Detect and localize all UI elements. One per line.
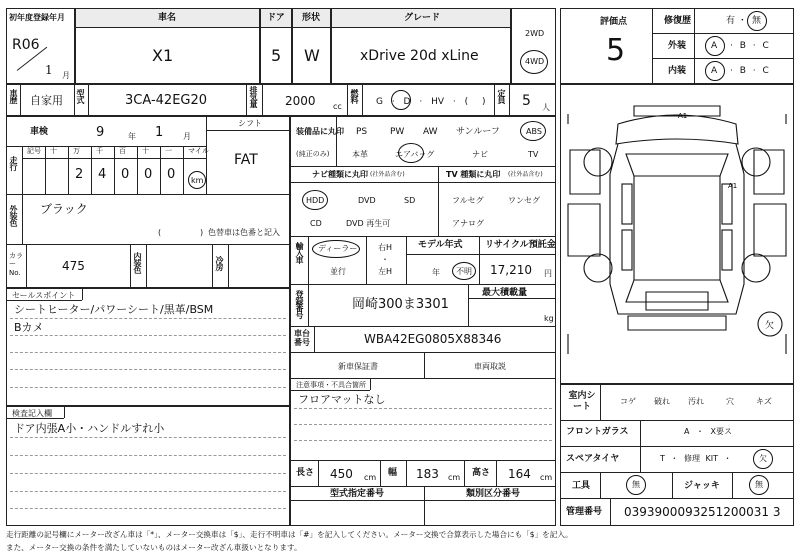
mileage-header: 十 — [50, 147, 57, 155]
sales-points-label: セールスポイント — [12, 291, 76, 300]
month-unit: 月 — [62, 71, 70, 80]
divider — [652, 58, 794, 59]
windshield — [626, 154, 728, 176]
jack-selected: 無 — [755, 480, 763, 489]
divider — [362, 84, 363, 116]
control-label: 管理番号 — [566, 507, 603, 517]
divider — [672, 472, 673, 498]
ruled-line — [10, 335, 286, 336]
seat-tear: 破れ — [654, 397, 670, 406]
mileage-header: 記号 — [27, 147, 41, 155]
interior-rest: · B · C — [730, 66, 769, 76]
equip-pw: PW — [390, 127, 405, 137]
import-label: 輸入車 — [295, 242, 304, 263]
model-year-unknown: 不明 — [456, 267, 472, 276]
divider — [212, 244, 213, 288]
score-value: 5 — [606, 33, 626, 68]
vin-value: WBA42EG0805X88346 — [364, 332, 502, 346]
drive-2wd: 2WD — [525, 29, 545, 38]
rear-door-right — [722, 230, 732, 270]
ruled-line — [10, 491, 286, 492]
body-outline — [610, 144, 744, 314]
door-label: ドア — [267, 13, 285, 23]
trunk — [646, 292, 708, 310]
roof-rails — [634, 176, 720, 280]
missing-mark: 欠 — [765, 321, 775, 331]
mileage-divider — [183, 146, 184, 194]
divider — [26, 244, 27, 288]
divider — [74, 84, 75, 116]
first-registration-month: 1 — [45, 63, 53, 77]
inspection-year: 9 — [96, 125, 105, 140]
divider — [479, 236, 480, 284]
tire-front-right — [742, 148, 770, 176]
cc-unit: cc — [333, 102, 342, 111]
divider — [6, 244, 290, 245]
color-code-value: 475 — [62, 259, 85, 273]
caution-value: フロアマットなし — [298, 393, 386, 406]
glass-label: フロントガラス — [566, 427, 629, 437]
ruled-line — [10, 369, 286, 370]
front-door-left — [622, 184, 632, 224]
model-year-unit: 年 — [432, 268, 440, 277]
tools-selected: 無 — [632, 480, 640, 489]
equip-leather: 本革 — [352, 150, 368, 159]
fuel-options: G · D · HV · ( — [376, 97, 469, 107]
divider — [290, 500, 556, 501]
divider — [509, 84, 510, 116]
equipment-label: 装備品に丸印 — [296, 127, 344, 136]
divider — [308, 284, 309, 326]
height-unit: cm — [540, 473, 553, 482]
exterior-color-label: 外装色 — [9, 205, 18, 226]
mileage-digit: 0 — [144, 167, 153, 182]
inspection-month: 1 — [155, 125, 164, 140]
divider — [290, 352, 556, 353]
divider — [228, 244, 229, 288]
equip-sunroof: サンルーフ — [456, 127, 500, 137]
mileage-header: 十 — [142, 147, 149, 155]
divider — [336, 116, 337, 166]
handle-right: 右H — [378, 243, 393, 252]
capacity-label: 定員 — [497, 89, 506, 103]
divider — [694, 8, 695, 84]
divider — [468, 284, 469, 326]
equip-abs: ABS — [526, 127, 542, 136]
seat-burn: コゲ — [620, 397, 636, 406]
first-registration-label: 初年度登録年月 — [9, 13, 65, 22]
ruled-line — [10, 455, 286, 456]
rear-window — [626, 280, 728, 302]
equip-tv: TV — [528, 150, 539, 159]
front-door-right — [722, 184, 732, 224]
divider — [290, 460, 556, 461]
capacity-value: 5 — [522, 93, 531, 109]
divider — [496, 460, 497, 486]
navi-sd: SD — [404, 196, 416, 205]
equip-airbag: エアバッグ — [395, 150, 435, 159]
sales-point-line-2: Bカメ — [14, 321, 44, 334]
divider — [308, 236, 309, 284]
inspector-label: 検査記入欄 — [12, 409, 52, 418]
divider — [290, 390, 370, 391]
divider — [290, 378, 556, 379]
divider — [290, 182, 556, 183]
ruled-line — [10, 352, 286, 353]
divider — [88, 84, 89, 116]
footer-line-2: また、メーター交換の条件を満たしていないものはメーター改ざん車扱いとなります。 — [6, 543, 302, 552]
control-value: 0393900093251200031 3 — [624, 505, 781, 519]
model-label: 型式 — [76, 89, 85, 103]
divider — [22, 146, 23, 194]
divider — [290, 284, 556, 285]
divider — [610, 498, 611, 526]
equip-navi: ナビ — [472, 150, 488, 159]
divider — [600, 472, 601, 498]
divider — [560, 420, 794, 421]
tire-rear-right — [742, 254, 770, 282]
inspection-label: 車検 — [30, 127, 49, 137]
interior-selected: A — [711, 66, 718, 76]
displacement-label: 排気量 — [249, 86, 258, 107]
height-value: 164 — [508, 467, 531, 481]
score-label: 評価点 — [600, 17, 628, 27]
divider — [464, 460, 465, 486]
new-car-warranty: 新車保証書 — [338, 362, 378, 371]
rear-bumper — [628, 316, 726, 330]
shift-label: シフト — [238, 119, 262, 128]
spare-selected: 欠 — [759, 454, 767, 463]
divider — [262, 84, 263, 116]
divider — [424, 352, 425, 378]
tire-front-left — [584, 148, 612, 176]
car-name-label: 車名 — [158, 13, 177, 23]
equipment-sub: (純正のみ) — [296, 150, 330, 158]
inspector-line-1: ドア内張A小・ハンドルすれ小 — [14, 422, 165, 435]
height-label: 高さ — [472, 468, 491, 478]
door-value: 5 — [271, 46, 282, 65]
length-label: 長さ — [296, 468, 315, 478]
divider — [370, 378, 371, 390]
navi-dvd: DVD — [358, 196, 376, 205]
spare-label: スペアタイヤ — [566, 454, 620, 464]
length-unit: cm — [364, 473, 377, 482]
divider — [438, 166, 439, 236]
mileage-divider — [91, 146, 92, 194]
category-label: 類別区分番号 — [466, 489, 521, 499]
divider — [82, 288, 83, 300]
divider — [600, 384, 601, 420]
divider — [560, 472, 794, 473]
sales-point-line-1: シートヒーター/パワーシート/黒革/BSM — [14, 303, 214, 316]
mileage-divider — [114, 146, 115, 194]
divider — [22, 194, 23, 244]
divider — [246, 84, 247, 116]
aircon-label: 冷房 — [215, 256, 224, 270]
shape-label: 形状 — [302, 13, 321, 23]
interior-color-label: 内装色 — [133, 252, 142, 273]
divider — [732, 472, 733, 498]
divider — [560, 498, 794, 499]
registration-label: 車歴 — [9, 89, 18, 103]
exterior-rest: · B · C — [730, 41, 769, 51]
exterior-color-note: 色替車は色番と記入 — [208, 228, 280, 237]
ruled-line — [294, 440, 552, 441]
divider — [290, 486, 556, 487]
glass-options: A ・ X要ス — [684, 427, 733, 436]
type-designation-label: 型式指定番号 — [330, 489, 385, 499]
exterior-color-value: ブラック — [40, 202, 88, 216]
mileage-digit: 0 — [121, 167, 130, 182]
divider — [6, 418, 64, 419]
mark-a1-top: A1 — [678, 112, 688, 120]
tv-label: TV 種類に丸印 — [446, 170, 501, 179]
shift-value: FAT — [234, 152, 258, 168]
seat-stain: 汚れ — [688, 397, 704, 406]
plate-label: 登録番号 — [295, 290, 304, 318]
recycle-value: 17,210 — [490, 263, 532, 277]
divider — [494, 84, 495, 116]
tools-label: 工具 — [572, 481, 591, 491]
equip-aw: AW — [423, 127, 438, 137]
mileage-divider — [68, 146, 69, 194]
dealer: ディーラー — [318, 244, 358, 253]
yen-unit: 円 — [544, 269, 552, 278]
fuel-label: 燃料 — [350, 89, 359, 103]
handle-left: 左H — [378, 267, 393, 276]
navi-sub: (社外品含む) — [370, 171, 405, 178]
rear-door-left — [622, 230, 632, 270]
mileage-digit: 2 — [75, 167, 84, 182]
navi-dvd-play: DVD 再生可 — [346, 219, 391, 228]
navi-label: ナビ種類に丸印 — [312, 170, 368, 179]
tv-sub: (社外品含む) — [508, 171, 543, 178]
divider — [318, 460, 319, 486]
divider — [366, 236, 367, 284]
divider — [290, 326, 556, 327]
ruled-line — [10, 318, 286, 319]
divider — [6, 300, 82, 301]
mileage-header: 千 — [96, 147, 103, 155]
car-diagram — [560, 84, 794, 384]
ruled-line — [10, 508, 286, 509]
divider — [290, 236, 556, 237]
divider — [560, 446, 794, 447]
grade-value: xDrive 20d xLine — [360, 48, 479, 64]
divider — [640, 420, 641, 446]
divider — [64, 406, 65, 418]
mileage-divider — [45, 146, 46, 194]
seat-label: 室内シート — [568, 391, 596, 413]
vehicle-manual: 車両取説 — [474, 362, 506, 371]
ruled-line — [10, 437, 286, 438]
shape-value: W — [304, 46, 320, 65]
model-year-label: モデル年式 — [418, 240, 463, 250]
mileage-header: 万 — [73, 147, 80, 155]
displacement-value: 2000 — [285, 94, 316, 108]
mileage-unit: km — [191, 176, 204, 185]
ruled-line — [10, 387, 286, 388]
width-unit: cm — [448, 473, 461, 482]
mark-a1-right: A1 — [728, 182, 738, 190]
handle-dot: ・ — [381, 255, 389, 264]
length-value: 450 — [330, 467, 353, 481]
repair-selected: 無 — [752, 16, 762, 26]
divider — [406, 236, 407, 284]
kg-unit: kg — [544, 314, 554, 323]
vin-label: 車台番号 — [294, 329, 310, 347]
model-value: 3CA-42EG20 — [125, 93, 208, 108]
divider — [20, 84, 21, 116]
divider — [652, 33, 794, 34]
drive-4wd: 4WD — [525, 57, 545, 66]
divider — [640, 446, 641, 472]
recycle-label: リサイクル預託金 — [485, 240, 556, 250]
divider — [290, 166, 556, 167]
inspection-year-unit: 年 — [128, 132, 136, 141]
mileage-digit: 4 — [98, 167, 107, 182]
grade-label: グレード — [404, 13, 441, 23]
divider — [130, 244, 131, 288]
note-paren-close: ) — [200, 228, 204, 237]
mileage-label: 走行 — [9, 156, 18, 170]
tv-analog: アナログ — [452, 219, 484, 228]
mileage-header: 一 — [165, 147, 172, 155]
width-value: 183 — [416, 467, 439, 481]
tv-fullseg: フルセグ — [452, 196, 484, 205]
seat-scratch: キズ — [756, 397, 772, 406]
divider — [206, 116, 207, 194]
exterior-selected: A — [711, 41, 718, 51]
tv-oneseg: ワンセグ — [508, 196, 540, 205]
exterior-label: 外装 — [668, 41, 687, 51]
spare-options: T ・ 修理 KIT ・ — [660, 454, 732, 463]
guide-marks — [568, 114, 786, 354]
car-name-value: X1 — [152, 46, 174, 65]
ruled-line — [10, 473, 286, 474]
note-paren-open: ( — [158, 228, 162, 237]
seat-hole: 穴 — [726, 397, 734, 406]
divider — [380, 460, 381, 486]
color-code-label: カラーNo. — [9, 252, 23, 277]
divider — [206, 130, 290, 131]
divider — [146, 244, 147, 288]
capacity-unit: 人 — [542, 103, 550, 112]
width-label: 幅 — [388, 468, 398, 478]
mileage-header: マイル — [188, 147, 209, 155]
ruled-line — [294, 424, 552, 425]
fuel-diesel-circle — [391, 90, 411, 110]
equip-ps: PS — [356, 127, 368, 137]
first-registration-year: R06 — [12, 37, 40, 53]
divider — [652, 8, 653, 84]
caution-label: 注意事項・不具合箇所 — [296, 381, 366, 389]
navi-hdd: HDD — [306, 196, 325, 205]
repair-options: 有 ・ — [726, 16, 747, 26]
mileage-divider — [137, 146, 138, 194]
footer-line-1: 走行距離の記号欄にメーター改ざん車は「*」、メーター交換車は「$」、走行不明車は「#」を記入してください。メーター交換で合算表示した場合にも「$」を記入。 — [6, 530, 573, 539]
tire-rear-left — [584, 254, 612, 282]
fuel-close-paren: ) — [482, 97, 486, 107]
divider — [406, 460, 407, 486]
interior-label: 内装 — [668, 66, 687, 76]
hood-outline — [616, 115, 738, 144]
jack-label: ジャッキ — [684, 481, 720, 491]
divider — [424, 486, 425, 526]
mileage-header: 百 — [119, 147, 126, 155]
divider — [6, 194, 290, 195]
inspection-month-unit: 月 — [183, 132, 191, 141]
divider — [314, 326, 315, 352]
mileage-digit: 0 — [167, 167, 176, 182]
registration-value: 自家用 — [30, 94, 63, 107]
max-load-label: 最大積載量 — [482, 288, 528, 298]
plate-value: 岡崎300ま3301 — [352, 297, 449, 312]
repair-label: 修復歴 — [664, 16, 692, 26]
navi-cd: CD — [310, 219, 322, 228]
divider — [406, 254, 556, 255]
mileage-divider — [160, 146, 161, 194]
divider — [468, 298, 556, 299]
divider — [347, 84, 348, 116]
parallel: 並行 — [330, 267, 346, 276]
ruled-line — [294, 408, 552, 409]
